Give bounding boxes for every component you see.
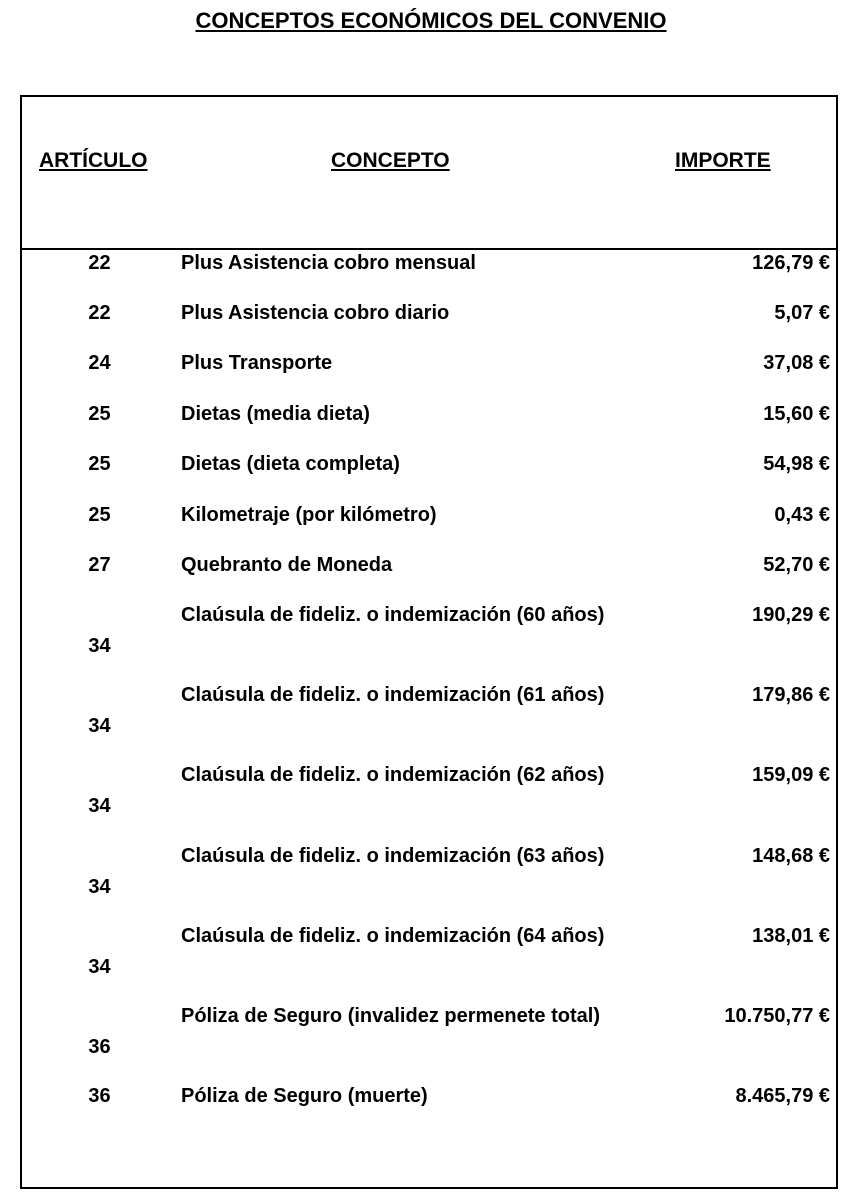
article-cell: 34: [88, 956, 111, 978]
table-row: [22, 841, 836, 903]
table-row: [22, 248, 836, 279]
article-cell: 34: [88, 876, 111, 898]
amount-cell: 159,09 €: [752, 764, 830, 786]
amount-cell: 8.465,79 €: [735, 1085, 830, 1107]
article-cell: 36: [88, 1085, 111, 1107]
table-row: [22, 600, 836, 662]
article-cell: 24: [88, 352, 111, 374]
table-row: [22, 298, 836, 329]
concept-cell: Claúsula de fideliz. o indemización (61 años): [181, 684, 605, 706]
concept-cell: Dietas (dieta completa): [181, 453, 400, 475]
article-cell: 34: [88, 795, 111, 817]
article-cell: 25: [88, 453, 111, 475]
amount-cell: 179,86 €: [752, 684, 830, 706]
article-cell: 34: [88, 635, 111, 657]
table-row: [22, 1001, 836, 1063]
table-row: [22, 399, 836, 430]
amount-cell: 5,07 €: [774, 302, 830, 324]
table-row: [22, 1081, 836, 1112]
article-cell: 22: [88, 302, 111, 324]
table-row: [22, 500, 836, 531]
table-row: [22, 921, 836, 983]
amount-cell: 126,79 €: [752, 252, 830, 274]
article-cell: 25: [88, 504, 111, 526]
amount-cell: 37,08 €: [763, 352, 830, 374]
table-row: [22, 760, 836, 822]
header-articulo: ARTÍCULO: [39, 149, 148, 172]
concept-cell: Claúsula de fideliz. o indemización (64 años): [181, 925, 605, 947]
article-cell: 36: [88, 1036, 111, 1058]
table-row: [22, 449, 836, 480]
concept-cell: Claúsula de fideliz. o indemización (62 años): [181, 764, 605, 786]
table-row: [22, 680, 836, 742]
article-cell: 27: [88, 554, 111, 576]
header-concepto: CONCEPTO: [331, 149, 450, 172]
article-cell: 25: [88, 403, 111, 425]
amount-cell: 54,98 €: [763, 453, 830, 475]
concept-cell: Kilometraje (por kilómetro): [181, 504, 437, 526]
header-importe: IMPORTE: [675, 149, 771, 172]
concept-cell: Plus Asistencia cobro mensual: [181, 252, 476, 274]
concept-cell: Póliza de Seguro (invalidez permenete total): [181, 1005, 600, 1027]
amount-cell: 52,70 €: [763, 554, 830, 576]
article-cell: 34: [88, 715, 111, 737]
concept-cell: Plus Transporte: [181, 352, 333, 374]
concept-cell: Claúsula de fideliz. o indemización (60 años): [181, 604, 605, 626]
concept-cell: Póliza de Seguro (muerte): [181, 1085, 428, 1107]
article-cell: 22: [88, 252, 111, 274]
concepts-table: [20, 95, 838, 1189]
document-title: CONCEPTOS ECONÓMICOS DEL CONVENIO: [195, 8, 667, 33]
concept-cell: Plus Asistencia cobro diario: [181, 302, 450, 324]
concept-cell: Dietas (media dieta): [181, 403, 370, 425]
concept-cell: Quebranto de Moneda: [181, 554, 393, 576]
amount-cell: 190,29 €: [752, 604, 830, 626]
amount-cell: 10.750,77 €: [724, 1005, 830, 1027]
table-row: [22, 348, 836, 379]
table-row: [22, 550, 836, 581]
concept-cell: Claúsula de fideliz. o indemización (63 años): [181, 845, 605, 867]
amount-cell: 15,60 €: [763, 403, 830, 425]
amount-cell: 148,68 €: [752, 845, 830, 867]
amount-cell: 138,01 €: [752, 925, 830, 947]
amount-cell: 0,43 €: [774, 504, 830, 526]
